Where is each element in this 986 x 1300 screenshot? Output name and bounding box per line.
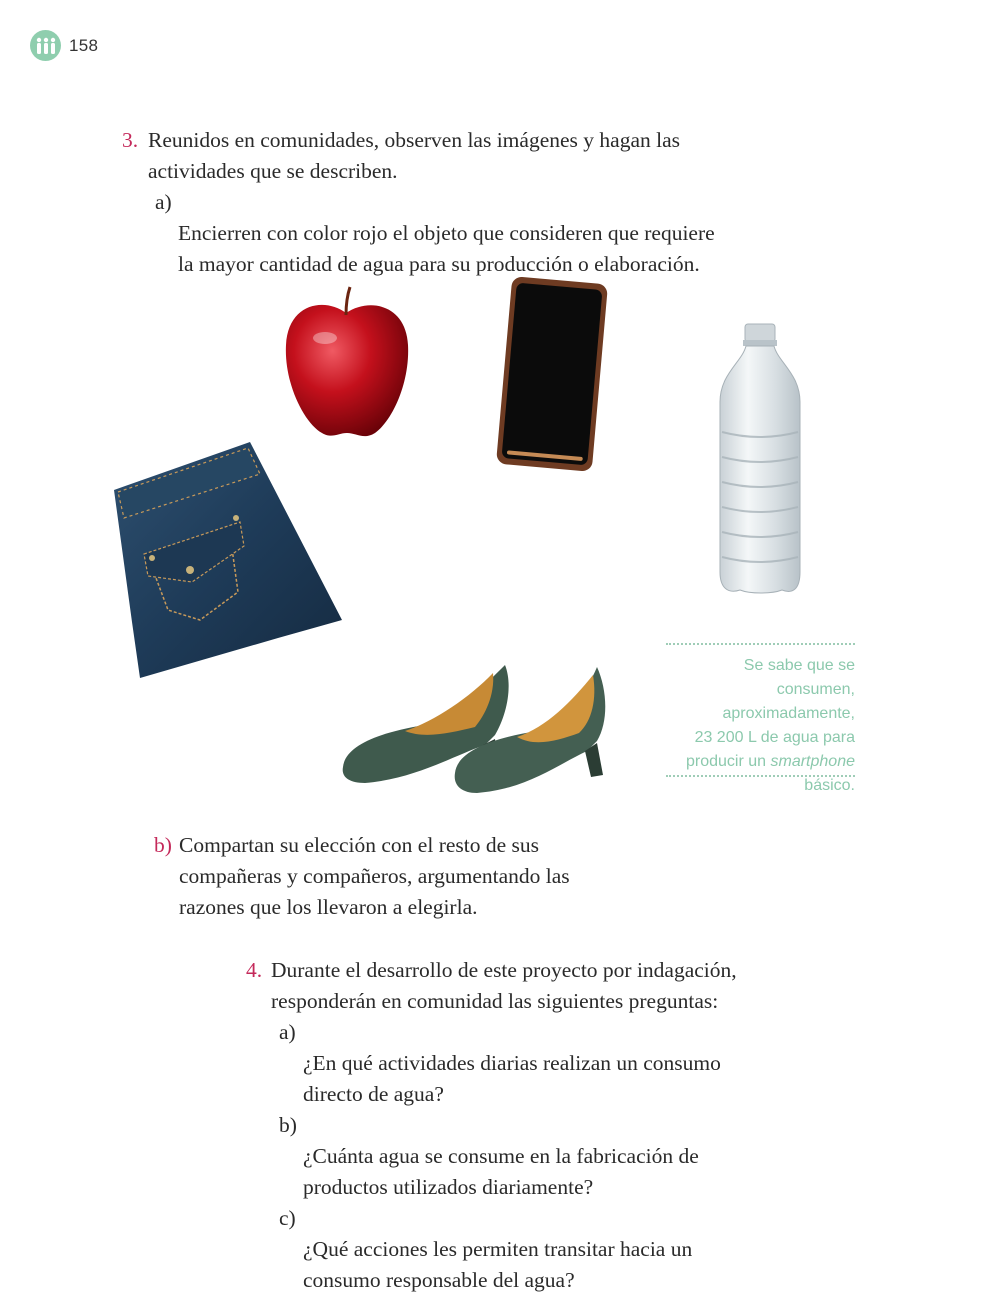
- subquestion-marker: b): [279, 1113, 297, 1137]
- question-4a: [279, 1017, 806, 1110]
- question-3a: [155, 187, 762, 280]
- subquestion-text-line: compañeras y compañeros, argumentando las: [179, 864, 570, 888]
- subquestion-text-line: directo de agua?: [303, 1082, 444, 1106]
- subquestion: [154, 830, 614, 923]
- question-3-stem: [122, 125, 762, 187]
- subquestion-marker: b): [154, 833, 172, 857]
- subquestion-text-line: consumo responsable del agua?: [303, 1268, 575, 1292]
- green-shoes-illustration: [335, 655, 610, 805]
- subquestion-text-line: productos utilizados diariamente?: [303, 1175, 594, 1199]
- apple-illustration: [280, 283, 415, 443]
- callout-line: 23 200 L de agua para: [694, 729, 855, 746]
- question-4: [246, 955, 806, 1296]
- callout-line: aproximadamente,: [722, 705, 855, 722]
- question-text-line: actividades que se describen.: [148, 159, 398, 183]
- callout-emphasis: smartphone: [770, 753, 855, 770]
- question-3: [122, 125, 762, 280]
- question-number: 3.: [122, 128, 139, 152]
- subquestion-marker: a): [279, 1020, 296, 1044]
- subquestion-text-line: razones que los llevaron a elegirla.: [179, 895, 478, 919]
- fact-callout: [666, 643, 855, 794]
- community-icon: [30, 30, 61, 61]
- question-text-line: Durante el desarrollo de este proyecto por indagación,: [271, 958, 737, 982]
- callout-line: Se sabe que se consumen,: [743, 657, 855, 698]
- subquestion-text-line: ¿En qué actividades diarias realizan un consumo: [303, 1051, 721, 1075]
- subquestion-marker: c): [279, 1206, 296, 1230]
- question-4-stem: [246, 955, 806, 1017]
- question-4c: [279, 1203, 806, 1296]
- question-text-line: responderán en comunidad las siguientes preguntas:: [271, 989, 719, 1013]
- subquestion-text-line: ¿Cuánta agua se consume en la fabricación de: [303, 1144, 699, 1168]
- question-4b: [279, 1110, 806, 1203]
- page-header: [30, 30, 98, 61]
- subquestion-text-line: la mayor cantidad de agua para su producción o elaboración.: [178, 252, 700, 276]
- folded-jeans-illustration: [110, 442, 345, 682]
- smartphone-illustration: [490, 276, 615, 473]
- page-number: 158: [69, 35, 99, 55]
- question-text-line: Reunidos en comunidades, observen las imágenes y hagan las: [148, 128, 680, 152]
- question-3b: [154, 830, 614, 923]
- callout-text: producir un: [686, 753, 771, 770]
- subquestion-marker: a): [155, 190, 172, 214]
- subquestion-text-line: Compartan su elección con el resto de sus: [179, 833, 540, 857]
- callout-line: [666, 750, 855, 774]
- question-number: 4.: [246, 958, 263, 982]
- water-bottle-illustration: [712, 322, 807, 598]
- subquestion-text-line: ¿Qué acciones les permiten transitar hacia un: [303, 1237, 693, 1261]
- subquestion-text-line: Encierren con color rojo el objeto que consideren que requiere: [178, 221, 715, 245]
- callout-line: básico.: [804, 777, 855, 794]
